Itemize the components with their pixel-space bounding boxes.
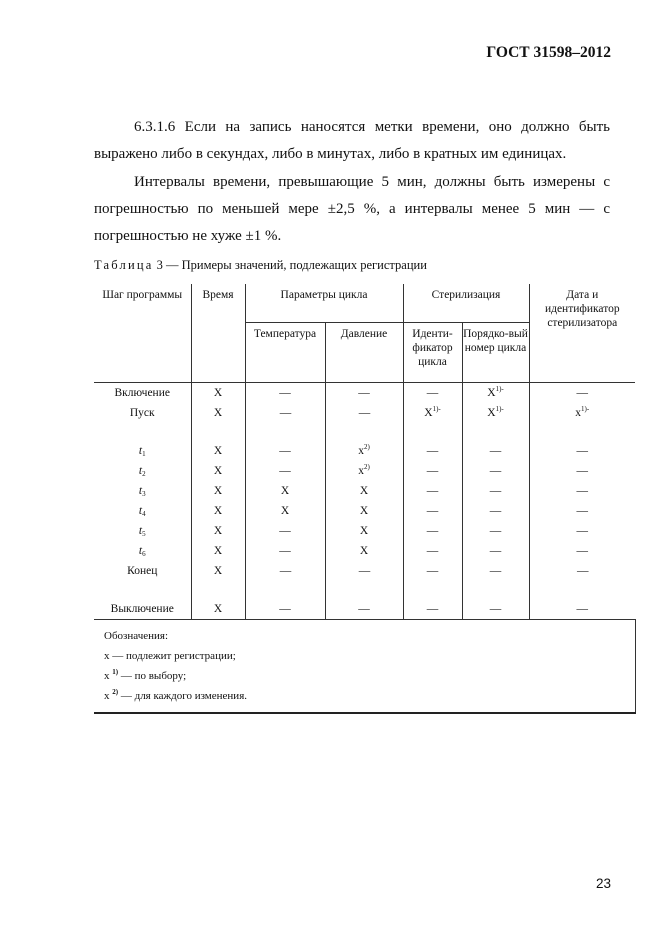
table-row — [94, 561, 635, 581]
cell-cycle-number: — — [462, 441, 529, 461]
cell-temperature: X — [245, 481, 325, 501]
cell-temperature: — — [245, 541, 325, 561]
legend-item-optional: x $^{1)}$ — по выбору; — [104, 668, 187, 682]
cell-temperature: — — [245, 561, 325, 581]
cell-date-id: — — [529, 441, 635, 461]
cell-step: $t_1$ — [94, 441, 191, 461]
cell-cycle-id: — — [403, 481, 462, 501]
registration-table — [94, 284, 636, 714]
header-cycle-id: Иденти-фикатор цикла — [403, 323, 462, 383]
legend-item-each-change: x $^{2)}$ — для каждого изменения. — [104, 688, 248, 702]
legend-title: Обозначения: — [104, 630, 169, 642]
table-row — [94, 383, 635, 404]
cell-time: X — [191, 501, 245, 521]
cell-cycle-number: — — [462, 501, 529, 521]
cell-cycle-id: — — [403, 599, 462, 620]
cell-cycle-number: — — [462, 561, 529, 581]
table-row — [94, 461, 635, 481]
cell-time: X — [191, 403, 245, 423]
cell-date-id: — — [529, 461, 635, 481]
legend-item-required: x — подлежит регистрации; — [104, 650, 236, 662]
cell-date-id: — — [529, 541, 635, 561]
cell-temperature: — — [245, 403, 325, 423]
cell-temperature: — — [245, 383, 325, 404]
cell-pressure: X — [325, 501, 403, 521]
cell-date-id: — — [529, 501, 635, 521]
cell-temperature: — — [245, 461, 325, 481]
cell-pressure: X — [325, 541, 403, 561]
cell-temperature: — — [245, 521, 325, 541]
table-row — [94, 403, 635, 423]
table-row — [94, 599, 635, 620]
cell-pressure: — — [325, 383, 403, 404]
cell-date-id: — — [529, 521, 635, 541]
header-cycle-params: Параметры цикла — [245, 284, 403, 323]
cell-cycle-number: $X^{1)-}$ — [462, 383, 529, 404]
cell-cycle-id: — — [403, 541, 462, 561]
cell-step: $t_5$ — [94, 521, 191, 541]
cell-pressure: X — [325, 481, 403, 501]
page-number: 23 — [595, 876, 611, 891]
cell-temperature: X — [245, 501, 325, 521]
header-date-id: Дата и идентификатор стерилизатора — [529, 284, 635, 383]
cell-cycle-id: — — [403, 461, 462, 481]
header-time: Время — [191, 284, 245, 383]
legend-row — [94, 620, 635, 714]
paragraph-6-3-1-6: 6.3.1.6 Если на запись наносятся метки времени, оно должно быть выражено либо в секундах, либо в минутах, либо в кратных им единицах. — [94, 119, 610, 162]
paragraph-time-intervals: Интервалы времени, превышающие 5 мин, должны быть измерены с погрешностью по меньшей мере ±2,5 %, а интервалы менее 5 мин — с погрешностью не хуже ±1 %. — [94, 174, 610, 244]
cell-cycle-id: $X^{1)-}$ — [403, 403, 462, 423]
cell-step: Конец — [94, 561, 191, 581]
cell-cycle-number: $X^{1)-}$ — [462, 403, 529, 423]
cell-time: X — [191, 481, 245, 501]
cell-step: $t_3$ — [94, 481, 191, 501]
registration-table-container — [94, 284, 635, 707]
table-row-spacer — [94, 581, 635, 599]
table-caption-label: Таблица — [94, 258, 154, 272]
cell-date-id: — — [529, 481, 635, 501]
cell-time: X — [191, 383, 245, 404]
header-pressure: Давление — [325, 323, 403, 383]
cell-pressure: — — [325, 599, 403, 620]
cell-cycle-id: — — [403, 383, 462, 404]
cell-date-id: $x^{1)-}$ — [529, 403, 635, 423]
cell-cycle-number: — — [462, 521, 529, 541]
cell-time: X — [191, 599, 245, 620]
header-temperature: Температура — [245, 323, 325, 383]
cell-cycle-number: — — [462, 541, 529, 561]
cell-time: X — [191, 461, 245, 481]
cell-date-id: — — [529, 561, 635, 581]
cell-pressure: $x^{2)}$ — [325, 441, 403, 461]
table-caption — [94, 258, 427, 273]
cell-step: Пуск — [94, 403, 191, 423]
cell-cycle-id: — — [403, 501, 462, 521]
cell-step: Выключение — [94, 599, 191, 620]
cell-pressure: X — [325, 521, 403, 541]
header-step: Шаг программы — [94, 284, 191, 383]
cell-cycle-number: — — [462, 461, 529, 481]
cell-pressure: $x^{2)}$ — [325, 461, 403, 481]
table-row — [94, 541, 635, 561]
table-legend — [94, 620, 635, 714]
cell-cycle-id: — — [403, 561, 462, 581]
table-row-spacer — [94, 423, 635, 441]
cell-pressure: — — [325, 561, 403, 581]
cell-temperature: — — [245, 441, 325, 461]
cell-time: X — [191, 441, 245, 461]
cell-step: $t_2$ — [94, 461, 191, 481]
cell-cycle-number: — — [462, 599, 529, 620]
cell-time: X — [191, 541, 245, 561]
cell-date-id: — — [529, 383, 635, 404]
cell-cycle-number: — — [462, 481, 529, 501]
cell-step: $t_4$ — [94, 501, 191, 521]
cell-time: X — [191, 521, 245, 541]
table-row — [94, 481, 635, 501]
header-cycle-number: Порядко-вый номер цикла — [462, 323, 529, 383]
cell-cycle-id: — — [403, 441, 462, 461]
table-row — [94, 501, 635, 521]
cell-time: X — [191, 561, 245, 581]
cell-cycle-id: — — [403, 521, 462, 541]
table-caption-text: 3 — Примеры значений, подлежащих регистрации — [153, 258, 427, 272]
table-row — [94, 521, 635, 541]
document-code: ГОСТ 31598–2012 — [486, 44, 611, 61]
cell-step: Включение — [94, 383, 191, 404]
header-sterilization: Стерилизация — [403, 284, 529, 323]
cell-temperature: — — [245, 599, 325, 620]
cell-step: $t_6$ — [94, 541, 191, 561]
cell-pressure: — — [325, 403, 403, 423]
table-row — [94, 441, 635, 461]
cell-date-id: — — [529, 599, 635, 620]
